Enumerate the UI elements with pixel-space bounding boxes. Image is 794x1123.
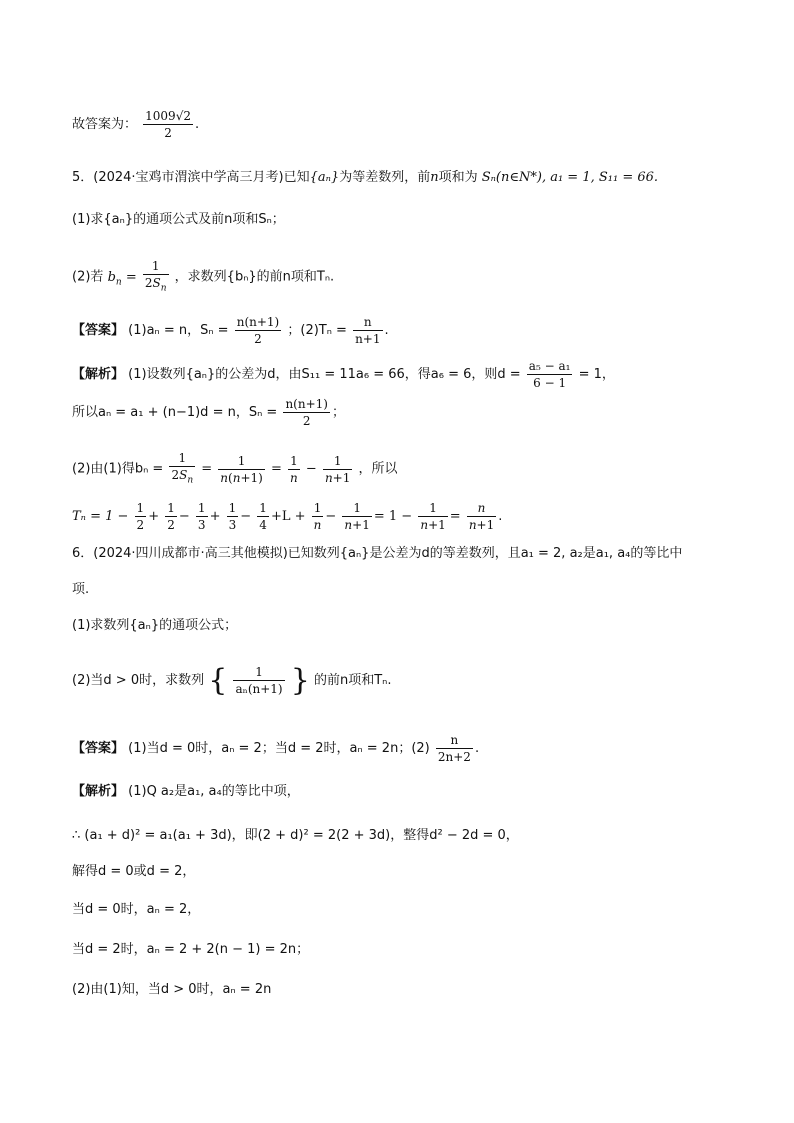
problem-6-statement-cont: 项. bbox=[72, 582, 90, 597]
p5-answer: 【答案】 (1)aₙ = n，Sₙ = $\frac{n(n+1)}{2}$ ；(2)Tₙ = $\frac{n}{n+1}$ . bbox=[72, 315, 389, 346]
p5-answer-fraction-1 bbox=[235, 314, 282, 347]
p5-mid: 为等差数列，前 bbox=[339, 170, 431, 185]
problem-6-statement: 6．(2024·四川成都市·高三其他模拟)已知数列{aₙ}是公差为d的等差数列，且a₁ = 2, a₂是a₁, a₄的等比中 bbox=[72, 546, 683, 561]
p5-answer-part1: (1)aₙ = n，Sₙ = bbox=[128, 323, 229, 338]
p6-q2-post: 的前n项和Tₙ. bbox=[314, 673, 392, 688]
p6-answer-num: n bbox=[450, 733, 459, 747]
p5-answer-frac1-num: n(n+1) bbox=[236, 315, 280, 329]
p6-answer-text: (1)当d = 0时，aₙ = 2；当d = 2时，aₙ = 2n；(2) bbox=[128, 741, 430, 756]
p5-q2-post: ，求数列{bₙ}的前n项和Tₙ. bbox=[174, 269, 335, 285]
p5-answer-frac2-den: n+1 bbox=[355, 332, 381, 346]
p6-solution-line-3: 解得d = 0或d = 2， bbox=[72, 864, 196, 879]
final-answer-numerator: 1009√2 bbox=[145, 109, 191, 123]
p5-q2-pre: (2)若 bbox=[72, 269, 104, 285]
problem-5-statement bbox=[72, 168, 658, 188]
p6-solution-line-5: 当d = 2时，aₙ = 2 + 2(n − 1) = 2n； bbox=[72, 942, 310, 957]
p5-n: n bbox=[430, 170, 439, 185]
p6-answer-den: 2n+2 bbox=[437, 750, 471, 764]
final-answer-fraction bbox=[143, 108, 193, 141]
p5-solution-line-1 bbox=[72, 358, 615, 391]
p5-sol-1-end: = 1， bbox=[578, 367, 615, 382]
p6-solution-line-1 bbox=[72, 782, 300, 802]
p5-solution-line-4: Tₙ = 1 − $\frac{1}{2}$ + $\frac{1}{2}$ − $\frac{1}{3}$ + $\frac{1}{3}$ − $\frac{1}{4}$ +L + $\frac{1}{n}$ − $\frac{1}{n+1}$ = 1 − $\frac{1}{n+1}$ = $\frac{n}{n+1}$ . bbox=[72, 501, 503, 532]
p5-answer-frac1-den: 2 bbox=[235, 330, 282, 347]
p6-solution-label: 【解析】 bbox=[72, 784, 125, 799]
p5-solution-line-3: (2)由(1)得bₙ = $\frac{1}{2S_n}$ = $\frac{1}{n(n+1)}$ = $\frac{1}{n}$ − $\frac{1}{n+1}$ ，所以 bbox=[72, 450, 398, 488]
p6-q2-pre: (2)当d > 0时，求数列 bbox=[72, 673, 205, 688]
p5-question-2: (2)若 $b_n$ = $\frac{1}{2S_n}$ ，求数列{bₙ}的前n项和Tₙ. bbox=[72, 258, 334, 296]
p6-answer-label: 【答案】 bbox=[72, 741, 125, 756]
final-answer-denominator: 2 bbox=[143, 124, 193, 141]
final-answer-prefix: 故答案为： bbox=[72, 117, 138, 132]
p6-q2-num: 1 bbox=[255, 665, 263, 679]
p5-header: 5．(2024·宝鸡市渭滨中学高三月考)已知 bbox=[72, 170, 310, 185]
p5-sol-2-num: n(n+1) bbox=[285, 397, 328, 411]
p5-sol-2-den: 2 bbox=[283, 412, 330, 429]
p5-seq: {aₙ} bbox=[309, 170, 340, 185]
p6-answer: 【答案】 (1)当d = 0时，aₙ = 2；当d = 2时，aₙ = 2n；(2) $\frac{n}{2n+2}$ . bbox=[72, 733, 480, 764]
p6-q2-den: aₙ(n+1) bbox=[235, 682, 283, 696]
p5-sol-1-den: 6 − 1 bbox=[527, 374, 573, 391]
p5-mid2: 项和为 bbox=[438, 170, 478, 185]
p5-sol-3: (2)由(1)得bₙ = bbox=[72, 461, 164, 477]
p5-sol-1-fraction bbox=[527, 358, 573, 391]
p5-solution-label: 【解析】 bbox=[72, 367, 125, 382]
p5-solution-line-2: 所以aₙ = a₁ + (n−1)d = n，Sₙ = $\frac{n(n+1)}{2}$ ； bbox=[72, 397, 345, 428]
p6-question-1: (1)求数列{aₙ}的通项公式； bbox=[72, 618, 238, 633]
p5-answer-label: 【答案】 bbox=[72, 323, 125, 338]
p5-condition: Sₙ(n∈N*), a₁ = 1, S₁₁ = 66. bbox=[481, 170, 659, 185]
p6-question-2: (2)当d > 0时，求数列 { $\frac{1}{\text{aₙ(n+1)}}$ } 的前n项和Tₙ. bbox=[72, 662, 392, 698]
p5-sol-3-tail: ，所以 bbox=[358, 461, 398, 477]
p6-solution-line-4: 当d = 0时，aₙ = 2， bbox=[72, 902, 201, 917]
p5-answer-frac2-num: n bbox=[363, 315, 372, 329]
p5-sol-1-num: a₅ − a₁ bbox=[528, 359, 571, 373]
p6-q2-fraction bbox=[233, 664, 284, 697]
final-answer-line: 故答案为： $\frac{1009√2}{2}$ . bbox=[72, 109, 200, 140]
p5-answer-part2: ；(2)Tₙ = bbox=[287, 323, 347, 338]
p6-answer-fraction bbox=[436, 732, 473, 765]
p5-question-1: (1)求{aₙ}的通项公式及前n项和Sₙ； bbox=[72, 212, 285, 227]
p5-sol-1: (1)设数列{aₙ}的公差为d，由S₁₁ = 11a₆ = 66，得a₆ = 6，则d = bbox=[128, 367, 521, 382]
p6-solution-line-6: (2)由(1)知，当d > 0时，aₙ = 2n bbox=[72, 982, 272, 997]
p5-answer-fraction-2 bbox=[353, 314, 382, 347]
p5-q2-fraction: $\frac{1}{2S_n}$ bbox=[143, 258, 169, 296]
p6-sol-1: (1)Q a₂是a₁, a₄的等比中项， bbox=[128, 784, 300, 799]
p5-sol-2: 所以aₙ = a₁ + (n−1)d = n，Sₙ = bbox=[72, 405, 278, 420]
p5-sol-2-fraction bbox=[283, 396, 330, 429]
p6-solution-line-2: ∴ (a₁ + d)² = a₁(a₁ + 3d)，即(2 + d)² = 2(2 + 3d)，整得d² − 2d = 0， bbox=[72, 828, 519, 843]
p5-sol-4: Tₙ = 1 − bbox=[72, 509, 129, 524]
